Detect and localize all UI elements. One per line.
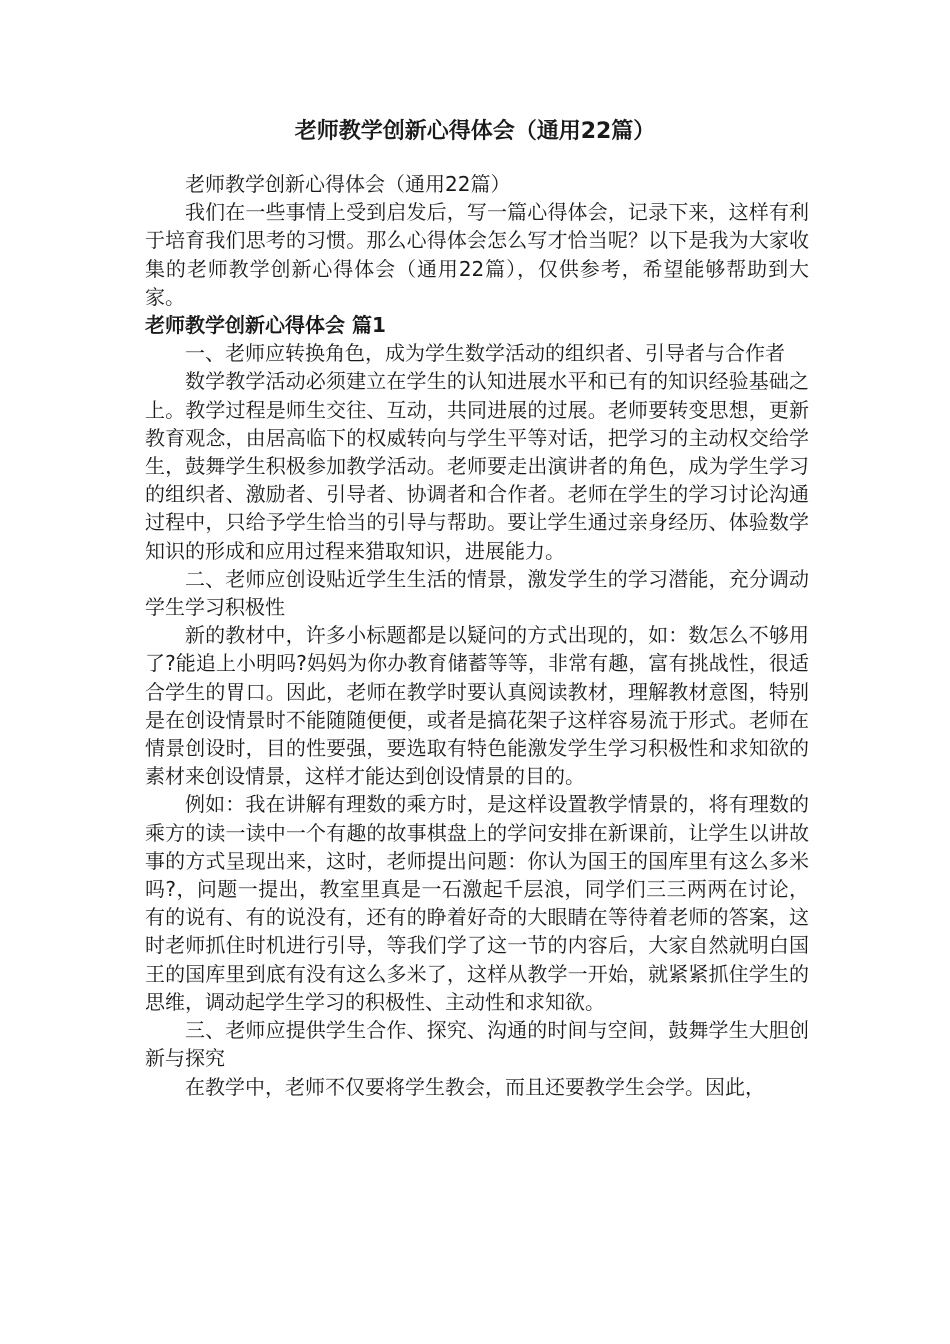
subtitle-paragraph: 老师教学创新心得体会（通用22篇）	[185, 172, 511, 196]
document-body	[145, 170, 809, 1101]
body-paragraph: 数学教学活动必须建立在学生的认知进展水平和已有的知识经验基础之上。教学过程是师生交往、互动，共同进展的过展。老师要转变思想，更新教育观念，由居高临下的权威转向与学生平等对话，把学习的主动权交给学生，鼓舞学生积极参加教学活动。老师要走出演讲者的角色，成为学生学习的组织者、激励者、引导者、协调者和合作者。老师在学生的学习讨论沟通过程中，只给予学生恰当的引导与帮助。要让学生通过亲身经历、体验数学知识的形成和应用过程来猎取知识，进展能力。	[145, 369, 809, 563]
document-title: 老师教学创新心得体会（通用22篇）	[294, 119, 656, 144]
point-three-heading: 三、老师应提供学生合作、探究、沟通的时间与空间，鼓舞学生大胆创新与探究	[145, 1018, 809, 1071]
body-paragraph: 新的教材中，许多小标题都是以疑问的方式出现的，如：数怎么不够用了?能追上小明吗?妈妈为你办教育储蓄等等，非常有趣，富有挑战性，很适合学生的胃口。因此，老师在教学时要认真阅读教材，理解教材意图，特别是在创设情景时不能随随便便，或者是搞花架子这样容易流于形式。老师在情景创设时，目的性要强，要选取有特色能激发学生学习积极性和求知欲的素材来创设情景，这样才能达到创设情景的目的。	[145, 623, 809, 789]
intro-paragraph: 我们在一些事情上受到启发后，写一篇心得体会，记录下来，这样有利于培育我们思考的习惯。那么心得体会怎么写才恰当呢？以下是我为大家收集的老师教学创新心得体会（通用22篇），仅供参考，希望能够帮助到大家。	[145, 200, 809, 309]
section-heading: 老师教学创新心得体会 篇1	[145, 313, 386, 338]
point-two-heading: 二、老师应创设贴近学生生活的情景，激发学生的学习潜能，充分调动学生学习积极性	[145, 566, 809, 620]
point-one-heading: 一、老师应转换角色，成为学生数学活动的组织者、引导者与合作者	[185, 341, 785, 366]
body-paragraph: 在教学中，老师不仅要将学生教会，而且还要教学生会学。因此，	[185, 1074, 765, 1099]
example-paragraph: 例如：我在讲解有理数的乘方时，是这样设置教学情景的，将有理数的乘方的读一读中一个有趣的故事棋盘上的学问安排在新课前，让学生以讲故事的方式呈现出来，这时，老师提出问题：你认为国王的国库里有这么多米吗?，问题一提出，教室里真是一石激起千层浪，同学们三三两两在讨论，有的说有、有的说没有，还有的睁着好奇的大眼睛在等待着老师的答案，这时老师抓住时机进行引导，等我们学了这一节的内容后，大家自然就明白国王的国库里到底有没有这么多米了，这样从教学一开始，就紧紧抓住学生的思维，调动起学生学习的积极性、主动性和求知欲。	[145, 792, 809, 1014]
